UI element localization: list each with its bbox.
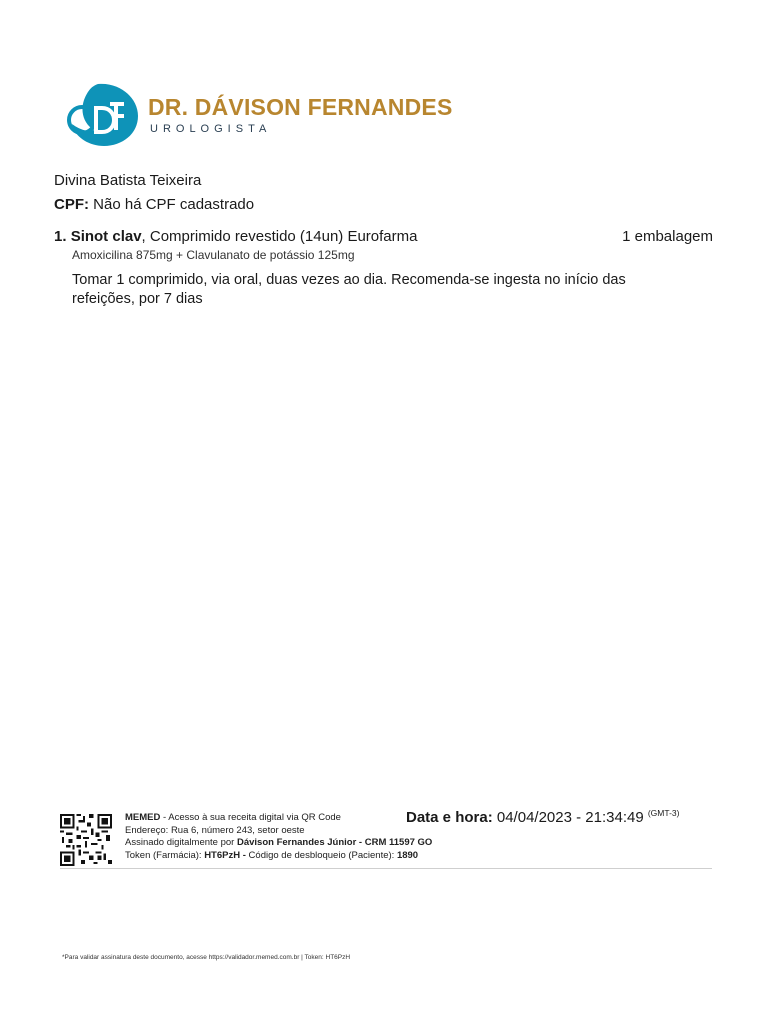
token-prefix: Token (Farmácia): bbox=[125, 850, 205, 861]
clinic-address: Endereço: Rua 6, número 243, setor oeste bbox=[125, 825, 305, 836]
unlock-code: 1890 bbox=[396, 850, 419, 861]
patient-name: Divina Batista Teixeira bbox=[54, 172, 202, 189]
token-separator: - bbox=[240, 850, 249, 861]
doctor-logo-icon bbox=[62, 80, 142, 148]
datetime-value: 04/04/2023 - 21:34:49 bbox=[496, 809, 644, 826]
doctor-name: DR. DÁVISON FERNANDES bbox=[148, 94, 453, 120]
item-number: 1. bbox=[54, 228, 67, 245]
doctor-logo bbox=[62, 80, 453, 150]
drug-quantity: 1 embalagem bbox=[622, 228, 713, 245]
issue-datetime bbox=[406, 808, 679, 826]
memed-line bbox=[125, 812, 341, 823]
cpf-value: Não há CPF cadastrado bbox=[93, 196, 255, 213]
timezone: (GMT-3) bbox=[647, 808, 680, 818]
patient-cpf bbox=[54, 196, 254, 213]
drug-form: , Comprimido revestido (14un) Eurofarma bbox=[141, 228, 418, 245]
signed-prefix: Assinado digitalmente por bbox=[125, 837, 237, 848]
signed-by: Dávison Fernandes Júnior - CRM 11597 GO bbox=[236, 837, 433, 848]
pharmacy-token: HT6PzH bbox=[204, 850, 241, 861]
drug-name: Sinot clav bbox=[70, 228, 142, 245]
drug-instructions: Tomar 1 comprimido, via oral, duas vezes ao dia. Recomenda-se ingesta no início das refeições, por 7 dias bbox=[72, 272, 626, 307]
signature-line bbox=[125, 837, 432, 848]
memed-text: - Acesso à sua receita digital via QR Code bbox=[160, 812, 341, 823]
unlock-label: Código de desbloqueio (Paciente): bbox=[248, 850, 397, 861]
validation-note: *Para validar assinatura deste documento, acesse https://validador.memed.com.br | Token: HT6PzH bbox=[62, 954, 351, 961]
drug-composition: Amoxicilina 875mg + Clavulanato de potássio 125mg bbox=[72, 248, 355, 262]
qr-code-icon[interactable] bbox=[60, 814, 112, 866]
prescription-item bbox=[54, 228, 418, 245]
token-line bbox=[125, 850, 418, 861]
prescription-footer bbox=[60, 808, 712, 869]
cpf-label: CPF: bbox=[54, 196, 89, 213]
memed-label: MEMED bbox=[125, 812, 161, 823]
datetime-label: Data e hora: bbox=[406, 809, 493, 826]
doctor-specialty: UROLOGISTA bbox=[150, 123, 272, 135]
